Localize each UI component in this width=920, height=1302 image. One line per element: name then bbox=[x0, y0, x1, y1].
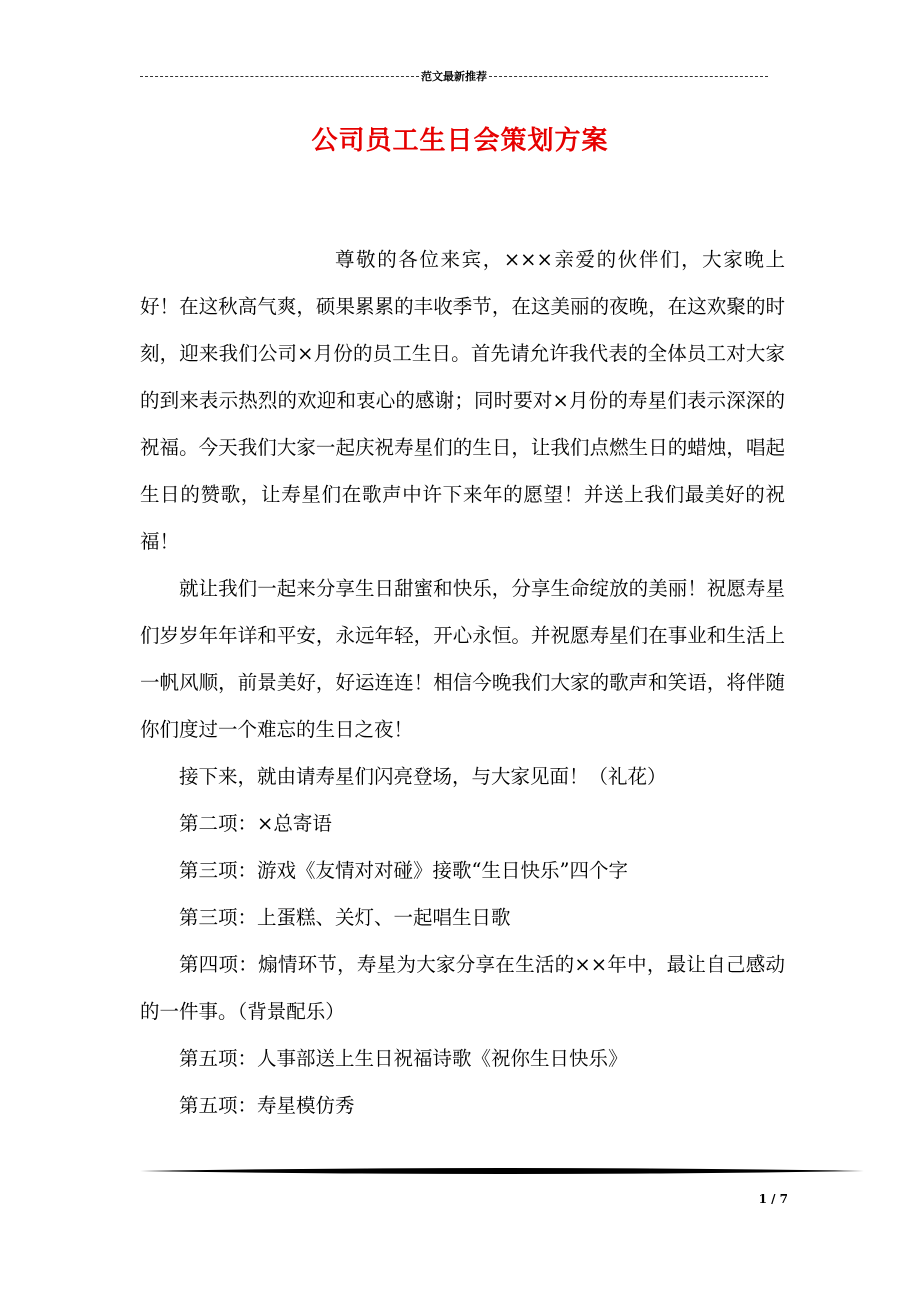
document-title: 公司员工生日会策划方案 bbox=[311, 126, 609, 156]
paragraph-item-4: 第四项：煽情环节，寿星为大家分享在生活的××年中，最让自己感动的一件事。（背景配乐） bbox=[140, 953, 785, 1023]
header-dash-left bbox=[140, 76, 419, 77]
page-header bbox=[140, 68, 768, 84]
header-label: 范文最新推荐 bbox=[421, 70, 487, 83]
page-number: 1 / 7 bbox=[758, 1192, 788, 1206]
document-body bbox=[140, 236, 785, 1129]
footer-divider bbox=[140, 1167, 864, 1175]
header-dash-right bbox=[489, 76, 768, 77]
paragraph-item-2: 第二项：×总寄语 bbox=[179, 812, 332, 835]
paragraph-item-3a: 第三项：游戏《友情对对碰》接歌“生日快乐”四个字 bbox=[179, 859, 628, 882]
paragraph-blessing: 就让我们一起来分享生日甜蜜和快乐，分享生命绽放的美丽！祝愿寿星们岁岁年年详和平安，永远年轻，开心永恒。并祝愿寿星们在事业和生活上一帆风顺，前景美好，好运连连！相信今晚我们大家的歌声和笑语，将伴随你们度过一个难忘的生日之夜！ bbox=[140, 577, 785, 741]
paragraph-item-5a: 第五项：人事部送上生日祝福诗歌《祝你生日快乐》 bbox=[179, 1047, 628, 1070]
paragraph-item-5b: 第五项：寿星模仿秀 bbox=[179, 1094, 355, 1117]
paragraph-greeting: 尊敬的各位来宾，×××亲爱的伙伴们，大家晚上好！在这秋高气爽，硕果累累的丰收季节，在这美丽的夜晚，在这欢聚的时刻，迎来我们公司×月份的员工生日。首先请允许我代表的全体员工对大家的到来表示热烈的欢迎和衷心的感谢；同时要对×月份的寿星们表示深深的祝福。今天我们大家一起庆祝寿星们的生日，让我们点燃生日的蜡烛，唱起生日的赞歌，让寿星们在歌声中许下来年的愿望！并送上我们最美好的祝福！ bbox=[140, 248, 785, 553]
paragraph-item-entrance: 接下来，就由请寿星们闪亮登场，与大家见面！（礼花） bbox=[179, 765, 667, 788]
paragraph-item-3b: 第三项：上蛋糕、关灯、一起唱生日歌 bbox=[179, 906, 511, 929]
